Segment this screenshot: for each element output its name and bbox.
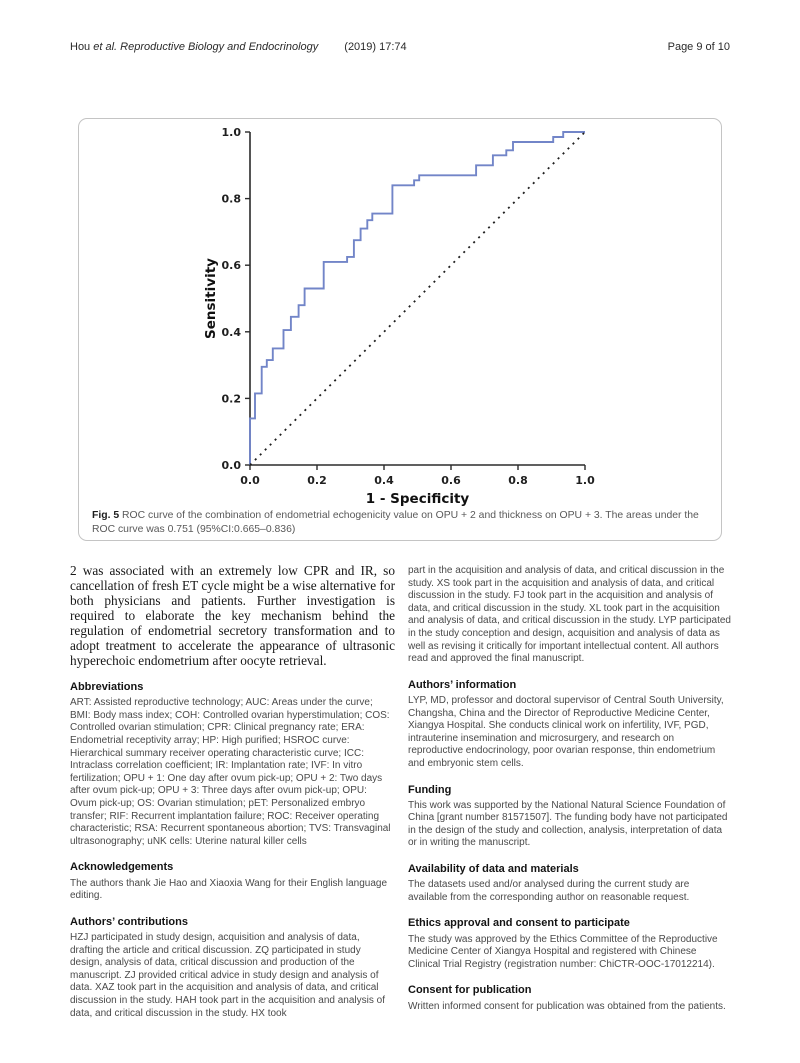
section-heading: Consent for publication: [408, 984, 532, 997]
section-body: HZJ participated in study design, acquisition and analysis of data, drafting the article and critical discussion. ZQ participated in study design, analysis of data, critical discussion and production of the manuscript. ZJ provided critical advice in study design and analysis of data. XAZ took part in the acquisition and analysis of data, and critical discussion in the study. HAH took part in the acquisition and analysis of data, and critical discussion in the study. HX took: [70, 931, 385, 1019]
citation-volume: (2019) 17:74: [344, 41, 407, 53]
left-column: [70, 563, 395, 1020]
section-abbreviations: [70, 681, 395, 848]
section-body: The study was approved by the Ethics Committee of the Reproductive Medicine Center of Xiangya Hospital and registered with Chinese Clinical Trial Registry (registration number: ChiCTR-OOC-17012214).: [408, 933, 718, 970]
roc-chart-svg: [79, 119, 719, 509]
opening-paragraph: 2 was associated with an extremely low CPR and IR, so cancellation of fresh ET cycle might be a wise alternative for both physicians and patients. Further investigation is required to elaborate the key mechanism behind the regulation of endometrial secretory transformation and to adopt treatment to accelerate the appearance of ultrasonic hyperechoic endometrium after oocyte retrieval.: [70, 563, 395, 669]
section-heading: Availability of data and materials: [408, 863, 579, 876]
section-heading: Authors’ information: [408, 678, 517, 691]
svg-text:0.2: 0.2: [307, 474, 327, 487]
figure-panel: [78, 118, 722, 541]
section-heading: Abbreviations: [70, 681, 144, 694]
section-body: The authors thank Jie Hao and Xiaoxia Wang for their English language editing.: [70, 877, 388, 902]
section-authors-information: [408, 679, 731, 771]
section-heading: Authors’ contributions: [70, 915, 188, 928]
svg-text:0.0: 0.0: [221, 459, 241, 472]
section-heading: Acknowledgements: [70, 861, 174, 874]
svg-text:0.6: 0.6: [221, 259, 241, 273]
citation-journal-title: et al. Reproductive Biology and Endocrinology: [93, 41, 319, 53]
section-ethics: [408, 917, 731, 971]
contributions-continuation: part in the acquisition and analysis of data, and critical discussion in the study. XS took part in the acquisition and analysis of data, and critical discussion in the study. FJ took part in the acquisition and analysis of data, and critical discussion in the study. XL took part in the acquisition and analysis of data, and critical discussion in the study. LYP participated in the study conception and design, acquisition and analysis of data as well as revising it critically for important intellectual content. All authors read and approved the final manuscript.: [408, 565, 731, 665]
section-body: This work was supported by the National Natural Science Foundation of China [grant number 81571507]. The funding body have not participated in the design of the study and collection, analysis, interpretation of data or in writing the manuscript.: [408, 799, 728, 849]
section-acknowledgements: [70, 861, 395, 902]
page-number: Page 9 of 10: [667, 41, 730, 53]
svg-text:1 - Specificity: 1 - Specificity: [365, 491, 470, 507]
section-authors-contributions: [70, 916, 395, 1020]
roc-chart: [79, 119, 719, 509]
svg-text:0.8: 0.8: [508, 474, 528, 487]
svg-text:0.4: 0.4: [374, 474, 394, 487]
section-consent: [408, 984, 731, 1013]
svg-text:0.6: 0.6: [441, 474, 461, 487]
section-body: Written informed consent for publication was obtained from the patients.: [408, 1000, 726, 1012]
section-body: ART: Assisted reproductive technology; AUC: Areas under the curve; BMI: Body mass index; COH: Controlled ovarian hyperstimulation; COS: Controlled ovarian stimulation; CPR: Clinical pregnancy rate; ERA: Endometrial receptivity array; HP: High purified; HSROC curve: Hierarchical summary receiver operating characteristic curve; ICC: Intraclass correlation coefficient; IR: Implantation rate; IVF: In vitro fertilization; OPU + 1: One day after ovum pick-up; OPU + 2: Two days after ovum pick-up; OPU + 3: Three days after ovum pick-up; OPU: Ovum pick-up; OS: Ovarian stimulation; pET: Personalized embryo transfer; RIF: Recurrent implantation failure; ROC: Receiver operating characteristic; RSA: Recurrent spontaneous abortion; TVS: Transvaginal ultrasonography; uNK cells: Uterine natural killer cells: [70, 697, 391, 847]
citation-author: Hou: [70, 41, 94, 53]
section-heading: Funding: [408, 783, 452, 796]
svg-text:1.0: 1.0: [221, 126, 241, 139]
section-availability: [408, 863, 731, 904]
figure-caption-label: Fig. 5: [92, 510, 120, 521]
section-body: The datasets used and/or analysed during the current study are available from the corresponding author on reasonable request.: [408, 879, 690, 903]
section-funding: [408, 784, 731, 851]
figure-caption: [79, 509, 721, 536]
svg-text:0.4: 0.4: [221, 325, 241, 339]
svg-text:Sensitivity: Sensitivity: [203, 258, 219, 339]
svg-text:0.0: 0.0: [240, 474, 260, 487]
page-header: [70, 41, 730, 53]
section-heading: Ethics approval and consent to participate: [408, 917, 630, 930]
right-column: [408, 563, 731, 1013]
svg-text:0.2: 0.2: [221, 392, 241, 406]
svg-text:1.0: 1.0: [575, 474, 595, 487]
figure-caption-text: ROC curve of the combination of endometrial echogenicity value on OPU + 2 and thickness on OPU + 3. The areas under the ROC curve was 0.751 (95%CI:0.665–0.836): [92, 510, 699, 535]
running-citation: [70, 41, 407, 53]
svg-text:0.8: 0.8: [221, 192, 241, 206]
section-body: LYP, MD, professor and doctoral supervisor of Central South University, Changsha, China and the Director of Reproductive Medicine Center, Xiangya Hospital. She conducts clinical work on infertility, IVF, PGD, intrauterine insemination and microsurgery, and research on reproductive endocrinology, poor ovarian response, thin endometrium and embryonic stem cells.: [408, 694, 724, 769]
